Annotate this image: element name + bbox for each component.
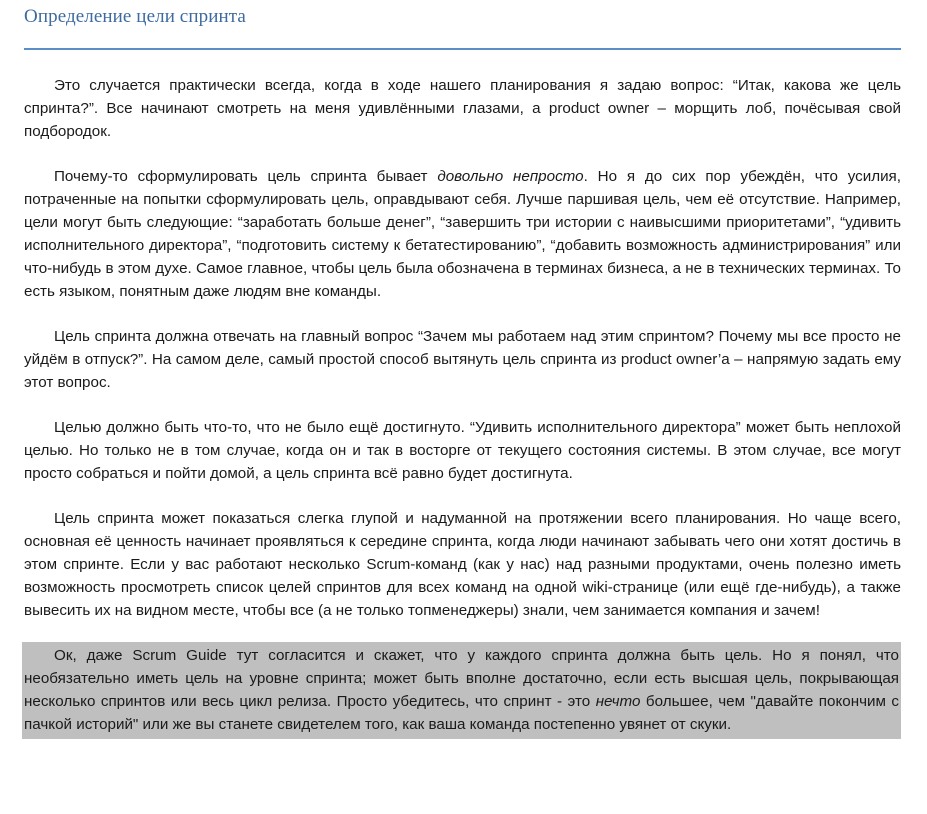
highlighted-note-paragraph bbox=[22, 642, 901, 739]
document-body bbox=[24, 74, 901, 761]
heading-underline bbox=[24, 48, 901, 50]
paragraph-2-text-a: Почему-то сформулировать цель спринта бывает bbox=[54, 168, 438, 185]
note-text-b: большее, чем "давайте покончим с пачкой историй" или же вы станете свидетелем того, как ваша команда постепенно увянет от скуки. bbox=[24, 693, 899, 733]
paragraph-1: Это случается практически всегда, когда в ходе нашего планирования я задаю вопрос: “Итак, какова же цель спринта?”. Все начинают смотреть на меня удивлёнными глазами, а product owner – морщить лоб, почёсывая свой подбородок. bbox=[24, 77, 901, 140]
paragraph-5: Цель спринта может показаться слегка глупой и надуманной на протяжении всего планирования. Но чаще всего, основная её ценность начинает проявляться к середине спринта, когда люди начинают забывать чего они хотят достичь в этом спринте. Если у вас работают несколько Scrum-команд (как у нас) над разными продуктами, очень полезно иметь возможность просмотреть список целей спринтов для всех команд на одной wiki-странице (или ещё где-нибудь), а также вывесить их на видном месте, чтобы все (а не только топменеджеры) знали, чем занимается компания и зачем! bbox=[24, 510, 901, 619]
section-heading: Определение цели спринта bbox=[24, 6, 246, 27]
note-text-a: Ок, даже Scrum Guide тут согласится и скажет, что у каждого спринта должна быть цель. Но я понял, что необязательно иметь цель на уровне спринта; может быть вполне достаточно, если есть высшая цель, покрывающая несколько спринтов или весь цикл релиза. Просто убедитесь, что спринт - это bbox=[24, 647, 899, 710]
paragraph-3: Цель спринта должна отвечать на главный вопрос “Зачем мы работаем над этим спринтом? Почему мы все просто не уйдём в отпуск?”. На самом деле, самый простой способ вытянуть цель спринта из product owner’а – напрямую задать ему этот вопрос. bbox=[24, 328, 901, 391]
paragraph-2-emphasis: довольно непросто bbox=[437, 168, 584, 185]
paragraph-2 bbox=[24, 165, 901, 303]
note-emphasis: нечто bbox=[595, 693, 641, 710]
paragraph-2-text-b: . Но я до сих пор убеждён, что усилия, потраченные на попытки сформулировать цель, оправдывают себя. Лучше паршивая цель, чем её отсутствие. Например, цели могут быть следующие: “заработать больше денег”, “завершить три истории с наивысшими приоритетами”, “удивить исполнительного директора”, “подготовить систему к бетатестированию”, “добавить возможность администрирования” или что-нибудь в этом духе. Самое главное, чтобы цель была обозначена в терминах бизнеса, а не в технических терминах. То есть языком, понятным даже людям вне команды. bbox=[24, 168, 901, 300]
paragraph-4: Целью должно быть что-то, что не было ещё достигнуто. “Удивить исполнительного директора” может быть неплохой целью. Но только не в том случае, когда он и так в восторге от текущего состояния системы. В этом случае, все могут просто собраться и пойти домой, а цель спринта всё равно будет достигнута. bbox=[24, 419, 901, 482]
